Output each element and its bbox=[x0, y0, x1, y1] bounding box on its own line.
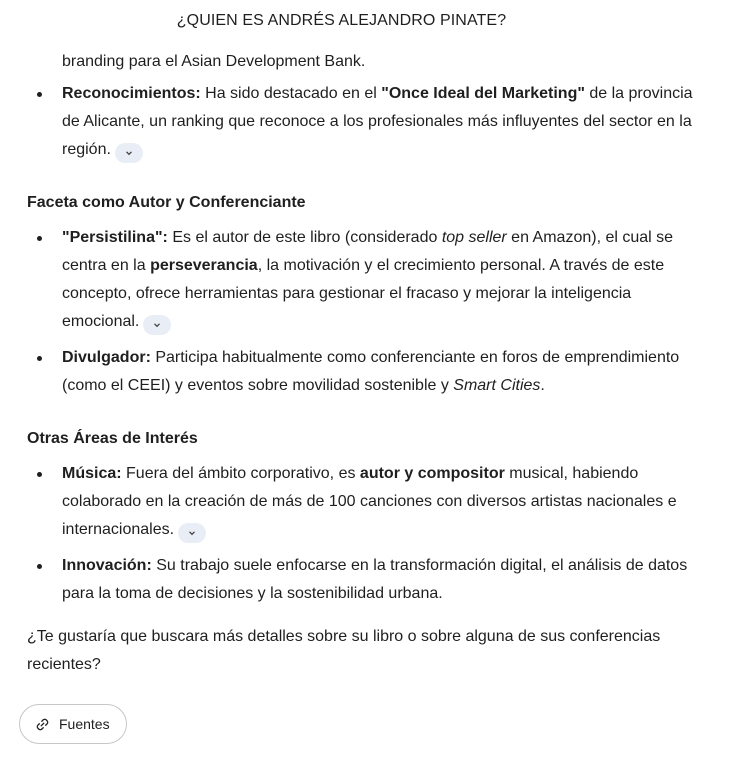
author-list bbox=[0, 224, 741, 400]
item-italic: Smart Cities bbox=[453, 377, 541, 394]
item-label: Reconocimientos: bbox=[62, 85, 201, 102]
item-label: Divulgador: bbox=[62, 349, 151, 366]
item-text: . bbox=[540, 377, 545, 394]
item-bold: "Once Ideal del Marketing" bbox=[381, 85, 585, 102]
bullet-dot bbox=[37, 356, 42, 361]
item-text: Su trabajo suele enfocarse en la transformación digital, el análisis de datos para la toma de decisiones y la sostenibilidad urbana. bbox=[62, 557, 688, 602]
item-text: Es el autor de este libro (considerado bbox=[167, 229, 442, 246]
item-italic: top seller bbox=[441, 229, 507, 246]
list-item bbox=[0, 80, 741, 164]
sources-label: Fuentes bbox=[59, 716, 110, 732]
item-text: en Amazon), el cual se centra en la bbox=[62, 229, 674, 274]
list-item bbox=[0, 224, 741, 336]
link-icon bbox=[35, 717, 50, 732]
list-item bbox=[0, 552, 741, 608]
closing-question: ¿Te gustaría que buscara más detalles sobre su libro o sobre alguna de sus conferencias recientes? bbox=[27, 628, 661, 673]
chevron-down-icon bbox=[187, 528, 197, 538]
bullet-dot bbox=[37, 472, 42, 477]
chevron-down-icon bbox=[124, 148, 134, 158]
section-title-other: Otras Áreas de Interés bbox=[27, 430, 198, 447]
item-label: Música: bbox=[62, 465, 122, 482]
item-label: Innovación: bbox=[62, 557, 152, 574]
other-list bbox=[0, 460, 741, 608]
conversation-header bbox=[0, 0, 741, 42]
item-text: Participa habitualmente como conferenciante en foros de emprendimiento (como el CEEI) y eventos sobre movilidad sostenible y bbox=[62, 349, 680, 394]
section-title-author: Faceta como Autor y Conferenciante bbox=[27, 194, 306, 211]
list-item bbox=[0, 344, 741, 400]
chevron-down-icon bbox=[152, 320, 162, 330]
item-text: Ha sido destacado en el bbox=[200, 85, 382, 102]
item-label: "Persistilina": bbox=[62, 229, 168, 246]
bullet-dot bbox=[37, 92, 42, 97]
bullet-dot bbox=[37, 236, 42, 241]
conversation-title: ¿QUIEN ES ANDRÉS ALEJANDRO PINATE? bbox=[176, 12, 507, 29]
list-item bbox=[0, 460, 741, 544]
expand-chip[interactable] bbox=[178, 523, 206, 543]
sources-button[interactable] bbox=[19, 704, 127, 744]
item-bold: perseverancia bbox=[150, 257, 258, 274]
expand-chip[interactable] bbox=[115, 143, 143, 163]
partial-line: branding para el Asian Development Bank. bbox=[62, 53, 366, 70]
item-bold: autor y compositor bbox=[359, 465, 505, 482]
expand-chip[interactable] bbox=[143, 315, 171, 335]
item-text: de la provincia de Alicante, un ranking que reconoce a los profesionales más influyentes del sector en la región. bbox=[62, 85, 693, 158]
bullet-dot bbox=[37, 564, 42, 569]
item-text: musical, habiendo colaborado en la creación de más de 100 canciones con diversos artistas nacionales e internacionales. bbox=[62, 465, 677, 538]
recognitions-list bbox=[0, 80, 741, 164]
item-text: Fuera del ámbito corporativo, es bbox=[121, 465, 360, 482]
item-text: , la motivación y el crecimiento personal. A través de este concepto, ofrece herramientas para gestionar el fracaso y mejorar la inteligencia emocional. bbox=[62, 257, 665, 330]
